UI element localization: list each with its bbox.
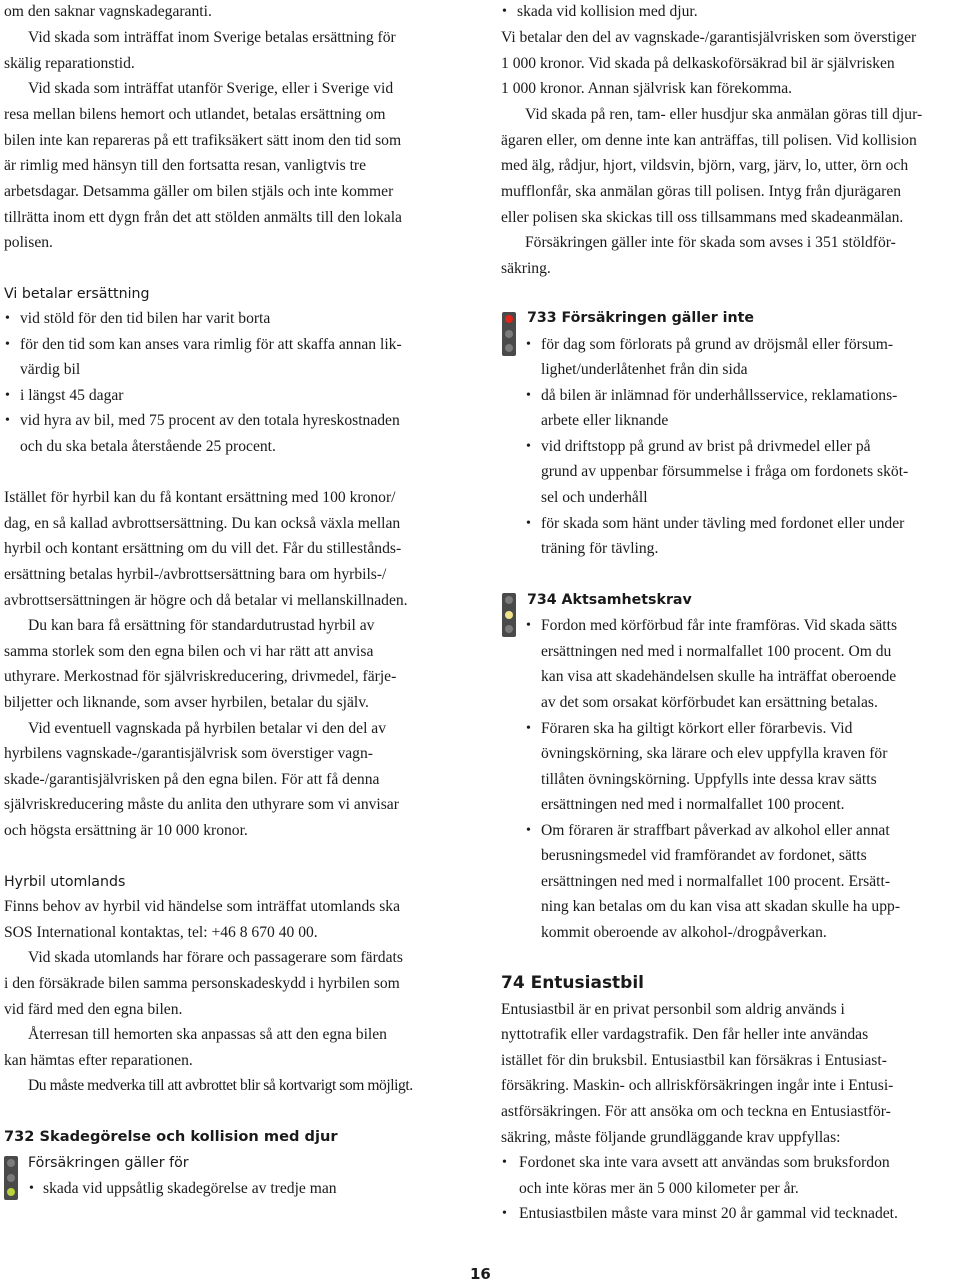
text-line: uthyrare. Merkostnad för självriskreducering, drivmedel, färje-: [4, 668, 397, 685]
bullet-item: och inte köras mer än 5 000 kilometer per år.: [519, 1180, 799, 1197]
text-line: kan hämtas efter reparationen.: [4, 1052, 193, 1069]
text-line: bilen inte kan repareras på ett trafiksäkert sätt inom den tid som: [4, 132, 402, 149]
bullet-item: vid stöld för den tid bilen har varit borta: [20, 310, 271, 327]
section-732-subheading: Försäkringen gäller för: [28, 1155, 189, 1171]
bullet-icon: •: [526, 388, 531, 403]
text-line: SOS International kontaktas, tel: +46 8 670 40 00.: [4, 924, 318, 941]
text-line: 1 000 kronor. Annan självrisk kan förekomma.: [501, 80, 793, 97]
section-732-heading: 732 Skadegörelse och kollision med djur: [4, 1128, 338, 1145]
text-line: Vid skada utomlands har förare och passagerare som färdats: [28, 949, 403, 966]
text-line: vid färd med den egna bilen.: [4, 1001, 183, 1018]
bullet-item: ersättningen ned med i normalfallet 100 procent. Om du: [541, 643, 892, 660]
text-line: istället för din bruksbil. Entusiastbil kan försäkras i Entusiast-: [501, 1052, 887, 1069]
bullet-item: ersättningen ned med i normalfallet 100 procent. Ersätt-: [541, 873, 891, 890]
bullet-item: för skada som hänt under tävling med fordonet eller under: [541, 515, 905, 532]
bullet-item: arbete eller liknande: [541, 412, 669, 429]
text-line: skälig reparationstid.: [4, 55, 135, 72]
bullet-item: för dag som förlorats på grund av dröjsmål eller försum-: [541, 336, 894, 353]
bullet-item: Om föraren är straffbart påverkad av alkohol eller annat: [541, 822, 890, 839]
bullet-icon: •: [5, 311, 10, 326]
bullet-icon: •: [502, 1155, 507, 1170]
text-line: hyrbilens vagnskade-/garantisjälvrisk som överstiger vagn-: [4, 745, 373, 762]
bullet-icon: •: [5, 413, 10, 428]
text-line: 1 000 kronor. Vid skada på delkaskoförsäkrad bil är självrisken: [501, 55, 895, 72]
text-line: i den försäkrade bilen samma personskadeskydd i hyrbilen som: [4, 975, 400, 992]
text-line: självriskreducering måste du anlita den uthyrare som vi anvisar: [4, 796, 399, 813]
bullet-icon: •: [502, 4, 507, 19]
text-line: nyttotrafik eller vardagstrafik. Den får heller inte användas: [501, 1026, 869, 1043]
bullet-item: i längst 45 dagar: [20, 387, 124, 404]
text-line: säkring, måste följande grundläggande krav uppfyllas:: [501, 1129, 841, 1146]
bullet-item: ning kan betalas om du kan visa att skadan skulle ha upp-: [541, 898, 901, 915]
bullet-item: lighet/underlåtenhet från din sida: [541, 361, 748, 378]
section-74-heading: 74 Entusiastbil: [501, 973, 645, 993]
bullet-item: Fordon med körförbud får inte framföras. Vid skada sätts: [541, 617, 898, 634]
text-line: Vid eventuell vagnskada på hyrbilen betalar vi den del av: [28, 720, 387, 737]
traffic-light-yellow-icon: [502, 593, 516, 637]
bullet-item: skada vid uppsåtlig skadegörelse av tredje man: [43, 1180, 337, 1197]
bullet-icon: •: [526, 823, 531, 838]
bullet-item: Fordonet ska inte vara avsett att användas som bruksfordon: [519, 1154, 890, 1171]
text-line: Finns behov av hyrbil vid händelse som inträffat utomlands ska: [4, 898, 400, 915]
traffic-light-red-icon: [502, 312, 516, 356]
text-line: med älg, rådjur, hjort, vildsvin, björn, varg, järv, lo, utter, örn och: [501, 157, 909, 174]
text-line: avbrottsersättningen är högre och då betalar vi mellanskillnaden.: [4, 592, 408, 609]
text-line: Vi betalar den del av vagnskade-/garantisjälvrisken som överstiger: [501, 29, 917, 46]
bullet-item: skada vid kollision med djur.: [517, 3, 698, 20]
bullet-item: Föraren ska ha giltigt körkort eller förarbevis. Vid: [541, 720, 853, 737]
text-line: Du kan bara få ersättning för standardutrustad hyrbil av: [28, 617, 375, 634]
text-line: Försäkringen gäller inte för skada som avses i 351 stöldför-: [525, 234, 896, 251]
bullet-icon: •: [502, 1206, 507, 1221]
text-line: Vid skada som inträffat inom Sverige betalas ersättning för: [28, 29, 396, 46]
text-line: Du måste medverka till att avbrottet blir så kortvarigt som möjligt.: [28, 1077, 413, 1094]
abroad-heading: Hyrbil utomlands: [4, 874, 126, 890]
bullet-icon: •: [526, 337, 531, 352]
bullet-item: värdig bil: [20, 361, 81, 378]
bullet-icon: •: [526, 439, 531, 454]
bullet-item: av det som orsakat körförbudet kan ersättning betalas.: [541, 694, 878, 711]
bullet-item: för den tid som kan anses vara rimlig för att skaffa annan lik-: [20, 336, 402, 353]
text-line: Istället för hyrbil kan du få kontant ersättning med 100 kronor/: [4, 489, 396, 506]
text-line: säkring.: [501, 260, 551, 277]
bullet-item: övningskörning, ska lärare och elev uppfylla kraven för: [541, 745, 888, 762]
bullet-item: träning för tävling.: [541, 540, 659, 557]
text-line: resa mellan bilens hemort och utlandet, betalas ersättning om: [4, 106, 386, 123]
text-line: hyrbil och kontant ersättning om du vill det. Får du stillestånds-: [4, 540, 402, 557]
bullet-item: grund av uppenbar försummelse i fråga om fordonets sköt-: [541, 463, 909, 480]
section-733-heading: 733 Försäkringen gäller inte: [527, 310, 755, 326]
bullet-icon: •: [5, 388, 10, 403]
bullet-item: Entusiastbilen måste vara minst 20 år gammal vid tecknadet.: [519, 1205, 898, 1222]
text-line: eller polisen ska skickas till oss tillsammans med skadeanmälan.: [501, 209, 904, 226]
text-line: biljetter och liknande, som avser hyrbilen, betalar du själv.: [4, 694, 369, 711]
text-line: Vid skada som inträffat utanför Sverige, eller i Sverige vid: [28, 80, 394, 97]
bullet-icon: •: [29, 1181, 34, 1196]
text-line: polisen.: [4, 234, 53, 251]
text-line: och högsta ersättning är 10 000 kronor.: [4, 822, 248, 839]
text-line: samma storlek som den egna bilen och vi har rätt att anvisa: [4, 643, 374, 660]
bullet-icon: •: [5, 337, 10, 352]
page-number: 16: [470, 1265, 491, 1283]
text-line: om den saknar vagnskadegaranti.: [4, 3, 212, 20]
bullet-icon: •: [526, 618, 531, 633]
text-line: mufflonfår, ska anmälan göras till polisen. Intyg från djurägaren: [501, 183, 902, 200]
bullet-item: tillåten övningskörning. Uppfylls inte dessa krav sätts: [541, 771, 877, 788]
text-line: astförsäkringen. För att ansöka om och teckna en Entusiastför-: [501, 1103, 891, 1120]
bullet-icon: •: [526, 516, 531, 531]
text-line: dag, en så kallad avbrottsersättning. Du kan också växla mellan: [4, 515, 401, 532]
bullet-item: berusningsmedel vid framförandet av fordonet, sätts: [541, 847, 867, 864]
bullet-item: kan visa att skadehändelsen skulle ha inträffat oberoende: [541, 668, 897, 685]
bullet-item: ersättningen ned med i normalfallet 100 procent.: [541, 796, 845, 813]
bullet-item: och du ska betala återstående 25 procent.: [20, 438, 276, 455]
text-line: Vid skada på ren, tam- eller husdjur ska anmälan göras till djur-: [525, 106, 923, 123]
bullet-item: vid driftstopp på grund av brist på drivmedel eller på: [541, 438, 871, 455]
bullet-item: vid hyra av bil, med 75 procent av den totala hyreskostnaden: [20, 412, 400, 429]
text-line: ägaren eller, om denne inte kan anträffas, till polisen. Vid kollision: [501, 132, 917, 149]
text-line: tillrätta inom ett dygn från det att stölden anmälts till den lokala: [4, 209, 402, 226]
text-line: försäkring. Maskin- och allriskförsäkringen ingår inte i Entusi-: [501, 1077, 894, 1094]
text-line: arbetsdagar. Detsamma gäller om bilen stjäls och inte kommer: [4, 183, 394, 200]
text-line: ersättning betalas hyrbil-/avbrottsersättning bara om hyrbils-/: [4, 566, 387, 583]
traffic-light-green-icon: [4, 1156, 18, 1200]
payment-heading: Vi betalar ersättning: [4, 286, 150, 302]
bullet-item: kommit oberoende av alkohol-/drogpåverkan.: [541, 924, 827, 941]
section-734-heading: 734 Aktsamhetskrav: [527, 592, 692, 608]
bullet-item: då bilen är inlämnad för underhållsservice, reklamations-: [541, 387, 898, 404]
bullet-item: sel och underhåll: [541, 489, 648, 506]
text-line: är rimlig med hänsyn till den fortsatta resan, vanligtvis tre: [4, 157, 367, 174]
bullet-icon: •: [526, 721, 531, 736]
text-line: Återresan till hemorten ska anpassas så att den egna bilen: [28, 1026, 387, 1043]
text-line: Entusiastbil är en privat personbil som aldrig används i: [501, 1001, 845, 1018]
text-line: skade-/garantisjälvrisken på den egna bilen. För att få denna: [4, 771, 380, 788]
